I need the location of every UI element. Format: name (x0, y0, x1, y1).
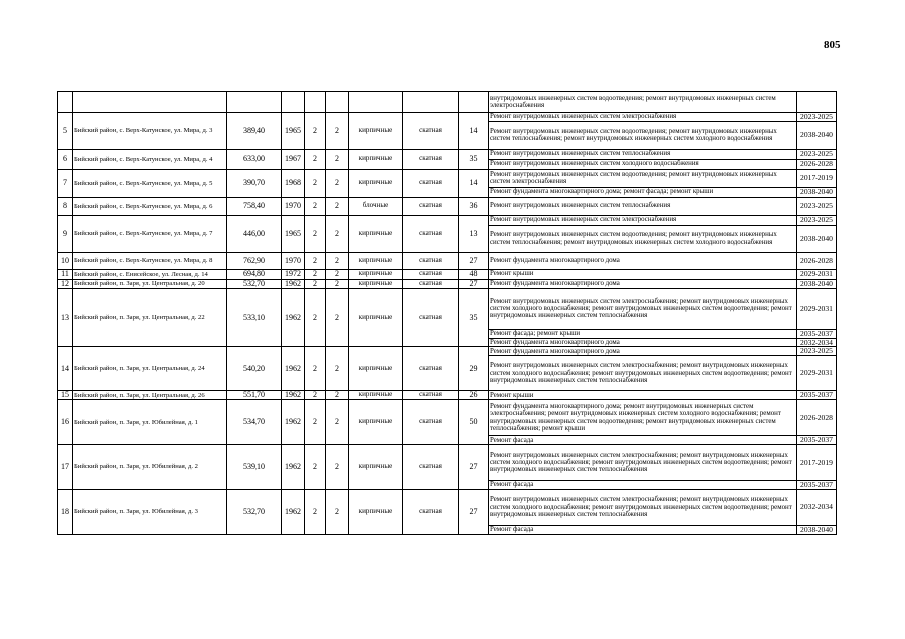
entrances-cell: 2 (326, 113, 349, 150)
apartments-cell: 13 (459, 215, 489, 252)
roof-cell: скатная (403, 113, 459, 150)
roof-cell: скатная (403, 391, 459, 400)
apartments-cell: 27 (459, 489, 489, 534)
table-row (58, 400, 837, 436)
work-description: Ремонт фасада (489, 481, 797, 490)
material-cell: кирпичные (349, 169, 403, 197)
entrances-cell (326, 92, 349, 113)
work-description: Ремонт внутридомовых инженерных систем водоотведения; ремонт внутридомовых инженерных систем теплоснабжения; ремонт внутридомовых инженерных систем холодного водоснабжения (489, 225, 797, 252)
repair-period: 2023-2025 (797, 347, 837, 356)
row-number: 5 (58, 113, 73, 150)
material-cell: кирпичные (349, 400, 403, 445)
apartments-cell (459, 92, 489, 113)
roof-cell: скатная (403, 489, 459, 534)
work-description: Ремонт внутридомовых инженерных систем водоотведения; ремонт внутридомовых инженерных систем теплоснабжения; ремонт внутридомовых инженерных систем холодного водоснабжения (489, 121, 797, 149)
apartments-cell: 35 (459, 288, 489, 347)
work-description: Ремонт фасада (489, 525, 797, 534)
address-cell (73, 92, 227, 113)
area-cell: 532,70 (227, 279, 282, 288)
table-row (58, 215, 837, 225)
work-description: внутридомовых инженерных систем водоотведения; ремонт внутридомовых инженерных систем электроснабжения (489, 92, 797, 113)
work-description: Ремонт фундамента многоквартирного дома (489, 252, 797, 269)
roof-cell: скатная (403, 197, 459, 215)
row-number: 7 (58, 169, 73, 197)
roof-cell (403, 92, 459, 113)
material-cell: кирпичные (349, 215, 403, 252)
table-row (58, 252, 837, 269)
page-number: 805 (824, 39, 841, 51)
address-cell: Бийский район, п. Заря, ул. Центральная, д. 24 (73, 347, 227, 391)
apartments-cell: 36 (459, 197, 489, 215)
year-cell: 1970 (282, 252, 305, 269)
material-cell: кирпичные (349, 279, 403, 288)
repair-period: 2017-2019 (797, 445, 837, 481)
work-description: Ремонт внутридомовых инженерных систем теплоснабжения (489, 149, 797, 159)
row-number: 8 (58, 197, 73, 215)
repair-period: 2038-2040 (797, 121, 837, 149)
address-cell: Бийский район, п. Заря, ул. Юбилейная, д. 2 (73, 445, 227, 490)
repair-period: 2026-2028 (797, 159, 837, 169)
area-cell: 533,10 (227, 288, 282, 347)
capital-repair-table (57, 91, 837, 535)
entrances-cell: 2 (326, 288, 349, 347)
floors-cell: 2 (305, 445, 326, 490)
year-cell: 1962 (282, 400, 305, 445)
area-cell: 539,10 (227, 445, 282, 490)
work-description: Ремонт внутридомовых инженерных систем электроснабжения (489, 215, 797, 225)
row-number (58, 92, 73, 113)
roof-cell: скатная (403, 400, 459, 445)
address-cell: Бийский район, п. Заря, ул. Центральная, д. 20 (73, 279, 227, 288)
repair-period: 2026-2028 (797, 252, 837, 269)
repair-period: 2026-2028 (797, 400, 837, 436)
table-row (58, 347, 837, 356)
area-cell: 762,90 (227, 252, 282, 269)
floors-cell: 2 (305, 252, 326, 269)
year-cell: 1962 (282, 288, 305, 347)
work-description: Ремонт внутридомовых инженерных систем теплоснабжения (489, 197, 797, 215)
floors-cell: 2 (305, 215, 326, 252)
floors-cell: 2 (305, 169, 326, 197)
material-cell: кирпичные (349, 489, 403, 534)
row-number: 9 (58, 215, 73, 252)
address-cell: Бийский район, с. Верх-Катунское, ул. Мира, д. 7 (73, 215, 227, 252)
table-row (58, 489, 837, 525)
roof-cell: скатная (403, 169, 459, 197)
work-description: Ремонт внутридомовых инженерных систем холодного водоснабжения (489, 159, 797, 169)
year-cell: 1968 (282, 169, 305, 197)
roof-cell: скатная (403, 215, 459, 252)
roof-cell: скатная (403, 252, 459, 269)
entrances-cell: 2 (326, 279, 349, 288)
address-cell: Бийский район, п. Заря, ул. Центральная, д. 26 (73, 391, 227, 400)
repair-period (797, 92, 837, 113)
entrances-cell: 2 (326, 445, 349, 490)
table-row (58, 391, 837, 400)
repair-period: 2038-2040 (797, 225, 837, 252)
floors-cell (305, 92, 326, 113)
table-row (58, 169, 837, 187)
floors-cell: 2 (305, 269, 326, 279)
table-row (58, 113, 837, 122)
area-cell: 551,70 (227, 391, 282, 400)
row-number: 17 (58, 445, 73, 490)
floors-cell: 2 (305, 149, 326, 169)
work-description: Ремонт фасада (489, 436, 797, 445)
material-cell: кирпичные (349, 149, 403, 169)
floors-cell: 2 (305, 288, 326, 347)
address-cell: Бийский район, с. Енисейское, ул. Лесная, д. 14 (73, 269, 227, 279)
table-row (58, 197, 837, 215)
material-cell: блочные (349, 197, 403, 215)
row-number: 18 (58, 489, 73, 534)
area-cell: 389,40 (227, 113, 282, 150)
floors-cell: 2 (305, 347, 326, 391)
area-cell: 446,00 (227, 215, 282, 252)
table-row (58, 149, 837, 159)
apartments-cell: 14 (459, 113, 489, 150)
material-cell: кирпичные (349, 113, 403, 150)
table-row (58, 288, 837, 329)
address-cell: Бийский район, п. Заря, ул. Юбилейная, д. 1 (73, 400, 227, 445)
repair-period: 2023-2025 (797, 113, 837, 122)
roof-cell: скатная (403, 347, 459, 391)
entrances-cell: 2 (326, 252, 349, 269)
work-description: Ремонт крыши (489, 269, 797, 279)
row-number: 11 (58, 269, 73, 279)
year-cell: 1972 (282, 269, 305, 279)
floors-cell: 2 (305, 113, 326, 150)
repair-period: 2035-2037 (797, 329, 837, 338)
repair-period: 2038-2040 (797, 279, 837, 288)
table-row (58, 279, 837, 288)
work-description: Ремонт фундамента многоквартирного дома; ремонт фасада; ремонт крыши (489, 187, 797, 197)
floors-cell: 2 (305, 400, 326, 445)
repair-period: 2023-2025 (797, 149, 837, 159)
work-description: Ремонт фундамента многоквартирного дома (489, 338, 797, 347)
repair-period: 2035-2037 (797, 481, 837, 490)
material-cell: кирпичные (349, 252, 403, 269)
roof-cell: скатная (403, 149, 459, 169)
apartments-cell: 35 (459, 149, 489, 169)
work-description: Ремонт фасада; ремонт крыши (489, 329, 797, 338)
entrances-cell: 2 (326, 489, 349, 534)
material-cell: кирпичные (349, 391, 403, 400)
address-cell: Бийский район, п. Заря, ул. Центральная, д. 22 (73, 288, 227, 347)
address-cell: Бийский район, с. Верх-Катунское, ул. Мира, д. 6 (73, 197, 227, 215)
work-description: Ремонт фундамента многоквартирного дома (489, 347, 797, 356)
year-cell: 1962 (282, 391, 305, 400)
address-cell: Бийский район, п. Заря, ул. Юбилейная, д. 3 (73, 489, 227, 534)
row-number: 6 (58, 149, 73, 169)
work-description: Ремонт внутридомовых инженерных систем электроснабжения; ремонт внутридомовых инженерных систем холодного водоснабжения; ремонт внутридомовых инженерных систем водоотведения; ремонт внутридомовых инженерных систем теплоснабжения (489, 445, 797, 481)
table-row (58, 445, 837, 481)
material-cell: кирпичные (349, 347, 403, 391)
year-cell: 1962 (282, 489, 305, 534)
entrances-cell: 2 (326, 197, 349, 215)
row-number: 15 (58, 391, 73, 400)
entrances-cell: 2 (326, 269, 349, 279)
address-cell: Бийский район, с. Верх-Катунское, ул. Мира, д. 3 (73, 113, 227, 150)
entrances-cell: 2 (326, 391, 349, 400)
apartments-cell: 29 (459, 347, 489, 391)
repair-period: 2029-2031 (797, 288, 837, 329)
roof-cell: скатная (403, 269, 459, 279)
row-number: 13 (58, 288, 73, 347)
repair-period: 2029-2031 (797, 269, 837, 279)
area-cell: 534,70 (227, 400, 282, 445)
area-cell: 390,70 (227, 169, 282, 197)
year-cell: 1970 (282, 197, 305, 215)
repair-period: 2035-2037 (797, 391, 837, 400)
row-number: 14 (58, 347, 73, 391)
work-description: Ремонт внутридомовых инженерных систем водоотведения; ремонт внутридомовых инженерных систем электроснабжения (489, 169, 797, 187)
entrances-cell: 2 (326, 347, 349, 391)
repair-period: 2017-2019 (797, 169, 837, 187)
row-number: 12 (58, 279, 73, 288)
repair-period: 2032-2034 (797, 489, 837, 525)
area-cell: 758,40 (227, 197, 282, 215)
floors-cell: 2 (305, 279, 326, 288)
apartments-cell: 50 (459, 400, 489, 445)
apartments-cell: 14 (459, 169, 489, 197)
entrances-cell: 2 (326, 400, 349, 445)
work-description: Ремонт фундамента многоквартирного дома (489, 279, 797, 288)
year-cell: 1962 (282, 279, 305, 288)
year-cell: 1967 (282, 149, 305, 169)
floors-cell: 2 (305, 489, 326, 534)
floors-cell: 2 (305, 197, 326, 215)
area-cell: 540,20 (227, 347, 282, 391)
year-cell: 1965 (282, 113, 305, 150)
floors-cell: 2 (305, 391, 326, 400)
area-cell: 633,00 (227, 149, 282, 169)
row-number: 16 (58, 400, 73, 445)
apartments-cell: 26 (459, 391, 489, 400)
repair-period: 2035-2037 (797, 436, 837, 445)
roof-cell: скатная (403, 279, 459, 288)
work-description: Ремонт внутридомовых инженерных систем электроснабжения; ремонт внутридомовых инженерных систем холодного водоснабжения; ремонт внутридомовых инженерных систем водоотведения; ремонт внутридомовых инженерных систем теплоснабжения (489, 489, 797, 525)
work-description: Ремонт фундамента многоквартирного дома; ремонт внутридомовых инженерных систем электроснабжения; ремонт внутридомовых инженерных систем холодного водоснабжения; ремонт внутридомовых инженерных систем водоотведения; ремонт внутридомовых инженерных систем теплоснабжения; ремонт крыши (489, 400, 797, 436)
address-cell: Бийский район, с. Верх-Катунское, ул. Мира, д. 5 (73, 169, 227, 197)
work-description: Ремонт внутридомовых инженерных систем электроснабжения; ремонт внутридомовых инженерных систем холодного водоснабжения; ремонт внутридомовых инженерных систем водоотведения; ремонт внутридомовых инженерных систем теплоснабжения (489, 356, 797, 391)
table-row (58, 92, 837, 113)
work-description: Ремонт внутридомовых инженерных систем электроснабжения; ремонт внутридомовых инженерных систем холодного водоснабжения; ремонт внутридомовых инженерных систем водоотведения; ремонт внутридомовых инженерных систем теплоснабжения (489, 288, 797, 329)
address-cell: Бийский район, с. Верх-Катунское, ул. Мира, д. 4 (73, 149, 227, 169)
material-cell: кирпичные (349, 445, 403, 490)
material-cell: кирпичные (349, 269, 403, 279)
work-description: Ремонт внутридомовых инженерных систем электроснабжения (489, 113, 797, 122)
entrances-cell: 2 (326, 149, 349, 169)
repair-period: 2023-2025 (797, 197, 837, 215)
apartments-cell: 27 (459, 279, 489, 288)
row-number: 10 (58, 252, 73, 269)
repair-period: 2038-2040 (797, 525, 837, 534)
roof-cell: скатная (403, 445, 459, 490)
year-cell: 1965 (282, 215, 305, 252)
address-cell: Бийский район, с. Верх-Катунское, ул. Мира, д. 8 (73, 252, 227, 269)
repair-period: 2029-2031 (797, 356, 837, 391)
apartments-cell: 48 (459, 269, 489, 279)
table-row (58, 269, 837, 279)
area-cell: 694,80 (227, 269, 282, 279)
material-cell (349, 92, 403, 113)
year-cell: 1962 (282, 445, 305, 490)
roof-cell: скатная (403, 288, 459, 347)
repair-period: 2038-2040 (797, 187, 837, 197)
work-description: Ремонт крыши (489, 391, 797, 400)
entrances-cell: 2 (326, 215, 349, 252)
year-cell (282, 92, 305, 113)
area-cell (227, 92, 282, 113)
area-cell: 532,70 (227, 489, 282, 534)
apartments-cell: 27 (459, 445, 489, 490)
entrances-cell: 2 (326, 169, 349, 197)
repair-period: 2032-2034 (797, 338, 837, 347)
material-cell: кирпичные (349, 288, 403, 347)
apartments-cell: 27 (459, 252, 489, 269)
year-cell: 1962 (282, 347, 305, 391)
repair-period: 2023-2025 (797, 215, 837, 225)
